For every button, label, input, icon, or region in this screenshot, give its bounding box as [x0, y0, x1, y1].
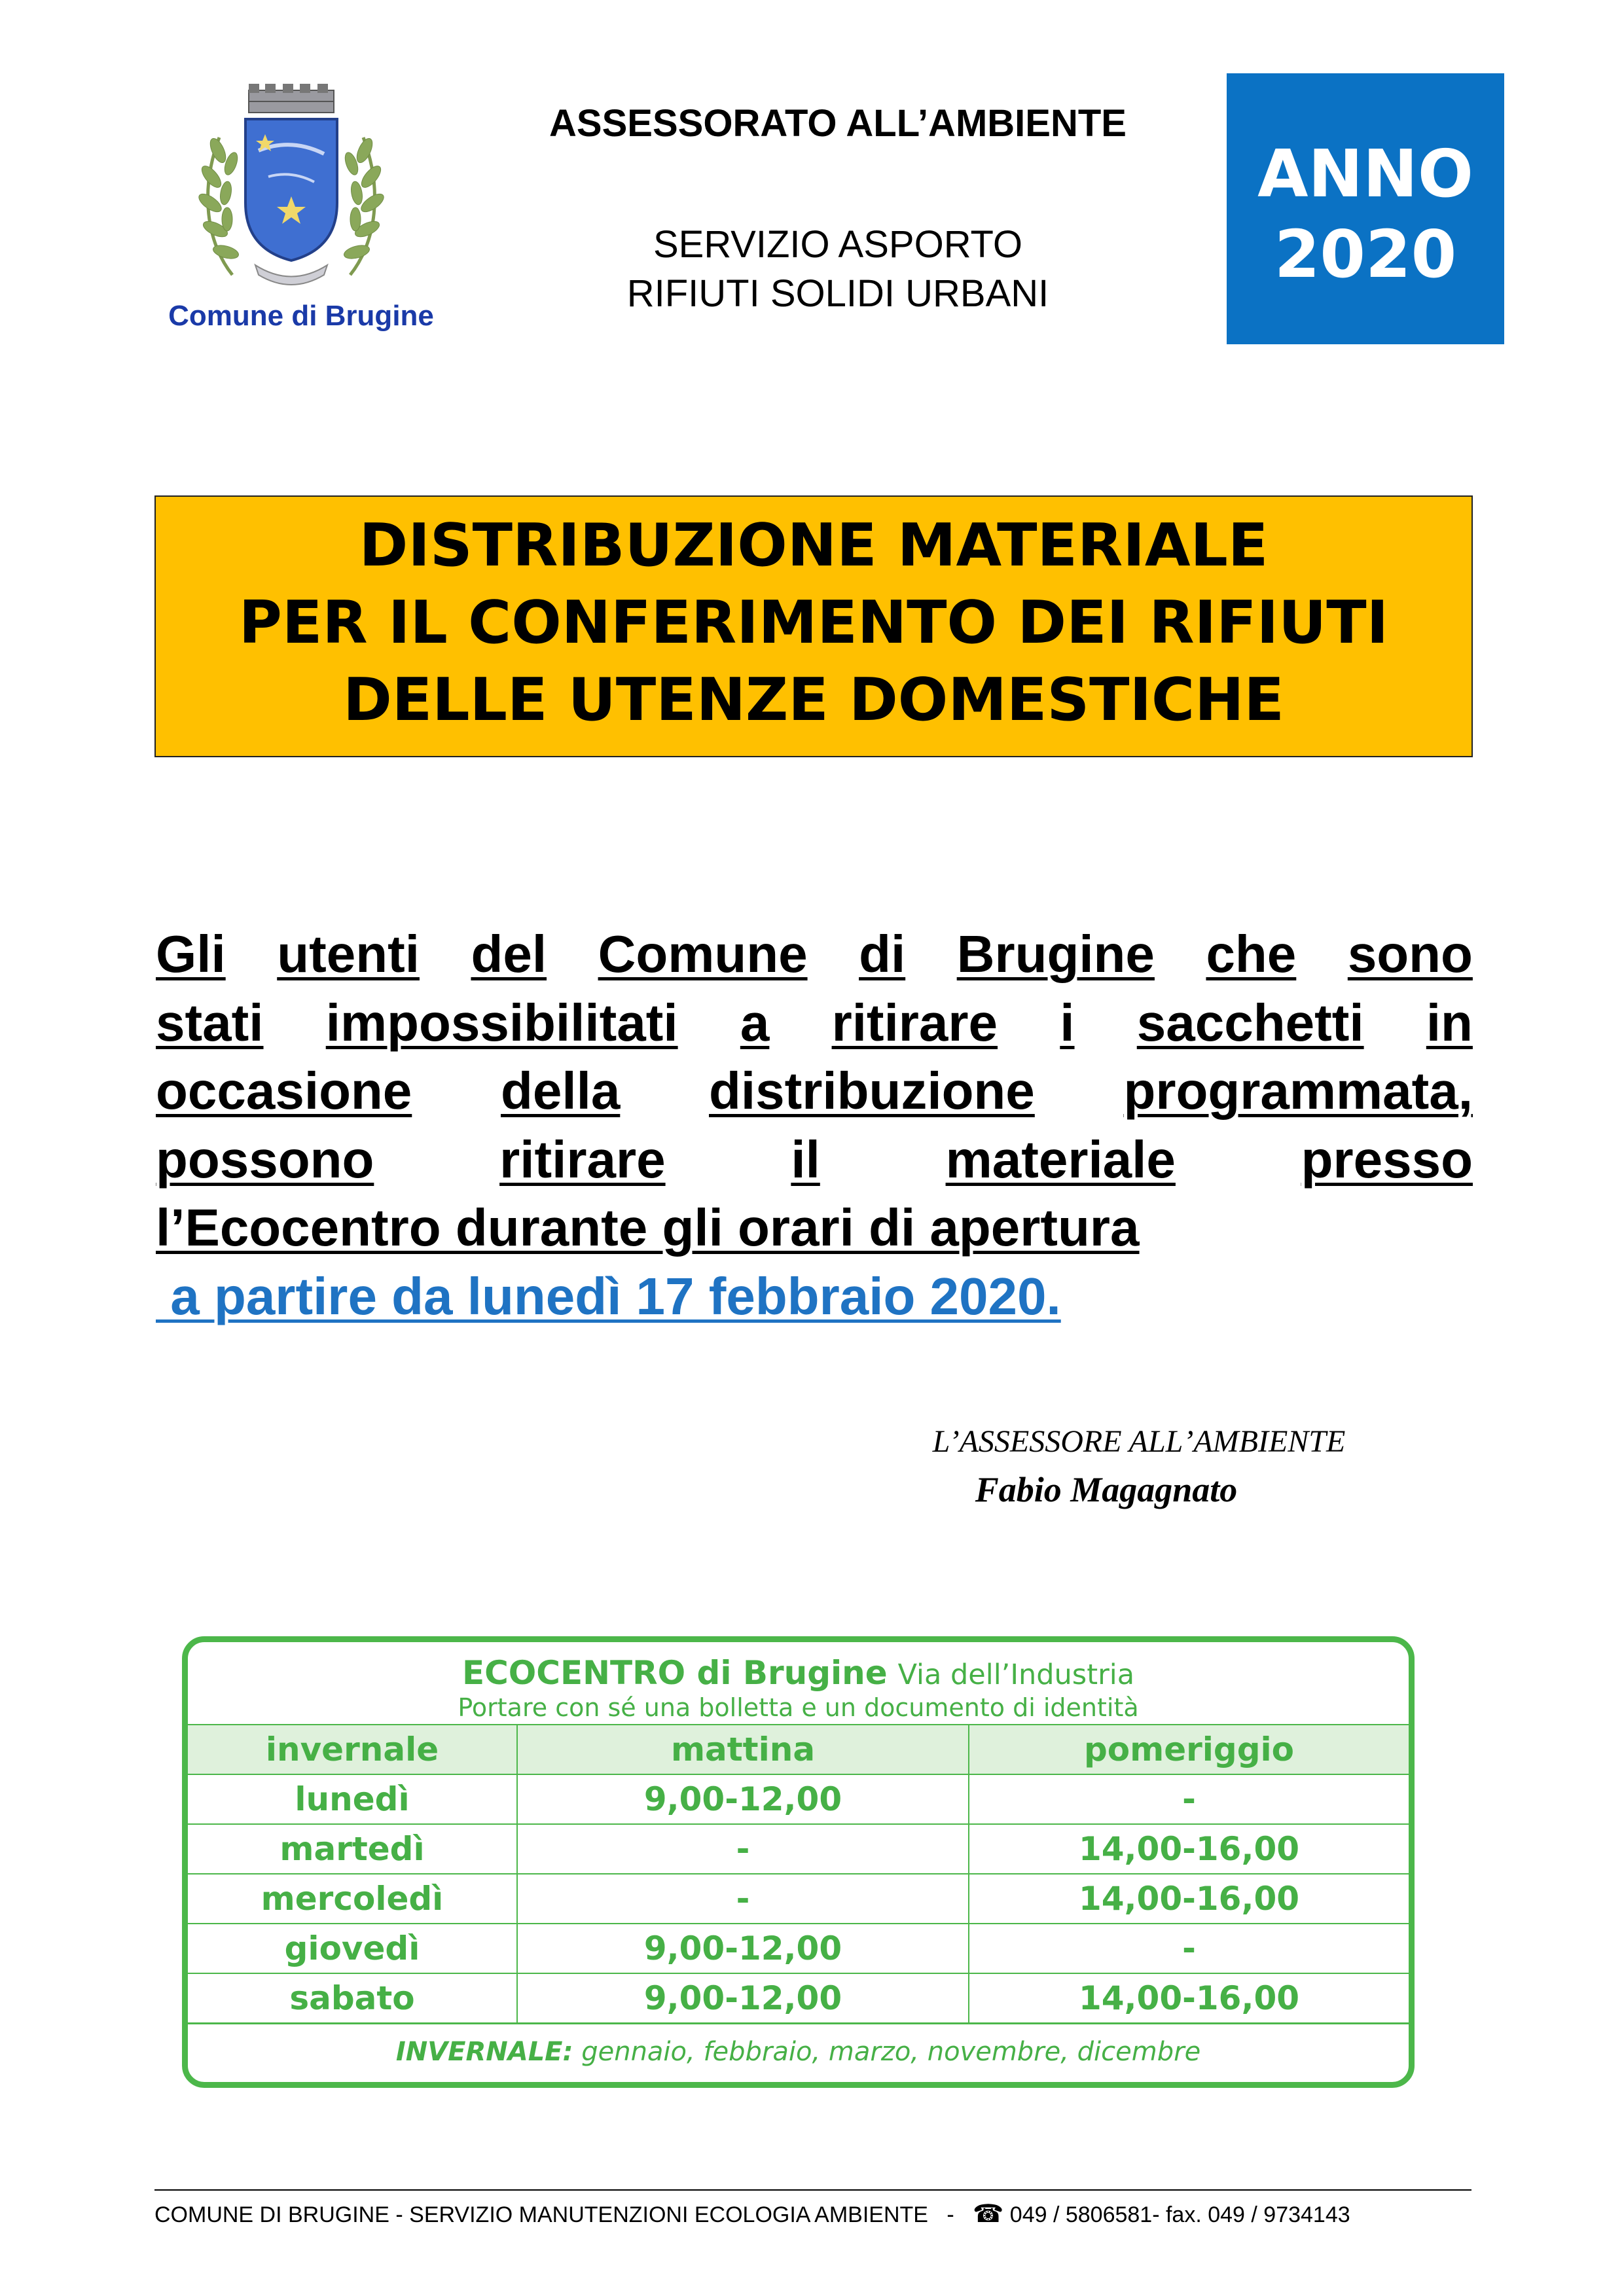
message-word: i — [1060, 994, 1075, 1052]
message-word: ritirare — [831, 994, 998, 1052]
table-row — [188, 1924, 1409, 1973]
table-row — [188, 1973, 1409, 2023]
table-row — [188, 1774, 1409, 1824]
message-word: del — [471, 925, 547, 983]
ecocentro-header — [188, 1642, 1409, 1724]
table-header-row — [188, 1725, 1409, 1774]
municipal-crest-logo — [193, 79, 389, 295]
service-line-2: RIFIUTI SOLIDI URBANI — [626, 272, 1049, 315]
year-box — [1227, 73, 1504, 344]
day-cell: giovedì — [188, 1924, 517, 1973]
title-line-3: DELLE UTENZE DOMESTICHE — [343, 666, 1284, 734]
footer-org: COMUNE DI BRUGINE — [154, 2202, 389, 2227]
message-word: Brugine — [956, 925, 1155, 983]
message-line-1 — [156, 925, 1473, 983]
message-word: distribuzione — [709, 1062, 1035, 1120]
season-note — [188, 2023, 1409, 2082]
column-header: invernale — [188, 1725, 517, 1774]
footer-divider — [154, 2189, 1471, 2191]
title-line-1: DISTRIBUZIONE MATERIALE — [359, 511, 1269, 580]
role-initial-1: L’A — [932, 1424, 979, 1459]
day-cell: lunedì — [188, 1774, 517, 1824]
logo-caption: Comune di Brugine — [168, 300, 434, 332]
table-row — [188, 1824, 1409, 1874]
morning-cell: 9,00-12,00 — [517, 1973, 969, 2023]
morning-cell: 9,00-12,00 — [517, 1924, 969, 1973]
day-cell: mercoledì — [188, 1874, 517, 1924]
afternoon-cell: - — [969, 1774, 1409, 1824]
footer: COMUNE DI BRUGINE - SERVIZIO MANUTENZIONI ECOLOGIA AMBIENTE - ☎ 049 / 5806581- fax. 049 / 9734143 — [154, 2200, 1350, 2228]
year-label: ANNO — [1257, 135, 1473, 212]
message-word: della — [501, 1062, 621, 1120]
message-word: sacchetti — [1136, 994, 1364, 1052]
message-word: occasione — [156, 1062, 412, 1120]
column-header: pomeriggio — [969, 1725, 1409, 1774]
footer-department: SERVIZIO MANUTENZIONI ECOLOGIA AMBIENTE — [409, 2202, 928, 2227]
message-line-5: l’Ecocentro durante gli orari di apertura — [156, 1198, 1140, 1257]
message-word: possono — [156, 1130, 374, 1189]
message-line-4 — [156, 1130, 1473, 1189]
morning-cell: 9,00-12,00 — [517, 1774, 969, 1824]
department-title: ASSESSORATO ALL’AMBIENTE — [549, 102, 1127, 145]
afternoon-cell: 14,00-16,00 — [969, 1973, 1409, 2023]
ecocentro-title — [188, 1654, 1409, 1692]
message-line-3 — [156, 1062, 1473, 1120]
message-word: utenti — [277, 925, 420, 983]
message-line-2 — [156, 994, 1473, 1052]
title-line-2: PER IL CONFERIMENTO DEI RIFIUTI — [238, 588, 1389, 657]
column-header: mattina — [517, 1725, 969, 1774]
title-banner — [154, 495, 1473, 757]
role-rest-1: SSESSORE ALL — [978, 1424, 1183, 1459]
morning-cell: - — [517, 1874, 969, 1924]
ecocentro-note: Portare con sé una bolletta e un documento di identità — [458, 1693, 1139, 1722]
role-initial-2: ’A — [1183, 1424, 1213, 1459]
message-word: presso — [1301, 1130, 1473, 1189]
message-word: di — [859, 925, 906, 983]
message-word: impossibilitati — [325, 994, 678, 1052]
ecocentro-name: ECOCENTRO di Brugine — [461, 1654, 888, 1692]
message-word: stati — [156, 994, 264, 1052]
footer-contacts: 049 / 5806581- fax. 049 / 9734143 — [1009, 2202, 1350, 2227]
season-months: gennaio, febbraio, marzo, novembre, dicembre — [581, 2037, 1201, 2067]
message-word: ritirare — [499, 1130, 666, 1189]
message-word: programmata, — [1123, 1062, 1473, 1120]
afternoon-cell: 14,00-16,00 — [969, 1874, 1409, 1924]
phone-icon: ☎ — [972, 2200, 1004, 2228]
table-row — [188, 1874, 1409, 1924]
ecocentro-address: Via dell’Industria — [897, 1659, 1135, 1691]
morning-cell: - — [517, 1824, 969, 1874]
service-line-1: SERVIZIO ASPORTO — [653, 223, 1023, 266]
message-word: in — [1426, 994, 1473, 1052]
day-cell: martedì — [188, 1824, 517, 1874]
day-cell: sabato — [188, 1973, 517, 2023]
schedule-table — [188, 1724, 1409, 2024]
signature-name: Fabio Magagnato — [975, 1470, 1238, 1509]
year-value: 2020 — [1274, 216, 1457, 293]
afternoon-cell: 14,00-16,00 — [969, 1824, 1409, 1874]
message-word: che — [1206, 925, 1297, 983]
message-word: a — [740, 994, 770, 1052]
ecocentro-schedule — [182, 1636, 1415, 2088]
message-word: sono — [1347, 925, 1473, 983]
afternoon-cell: - — [969, 1924, 1409, 1973]
season-label: INVERNALE: — [395, 2037, 573, 2067]
footer-sep: - — [389, 2202, 410, 2227]
message-word: il — [791, 1130, 820, 1189]
message-word: Gli — [156, 925, 226, 983]
message-word: materiale — [945, 1130, 1176, 1189]
message-date-highlight: a partire da lunedì 17 febbraio 2020. — [156, 1267, 1061, 1325]
message-word: Comune — [598, 925, 808, 983]
signature-role — [812, 1424, 1466, 1460]
role-rest-2: MBIENTE — [1212, 1424, 1346, 1459]
